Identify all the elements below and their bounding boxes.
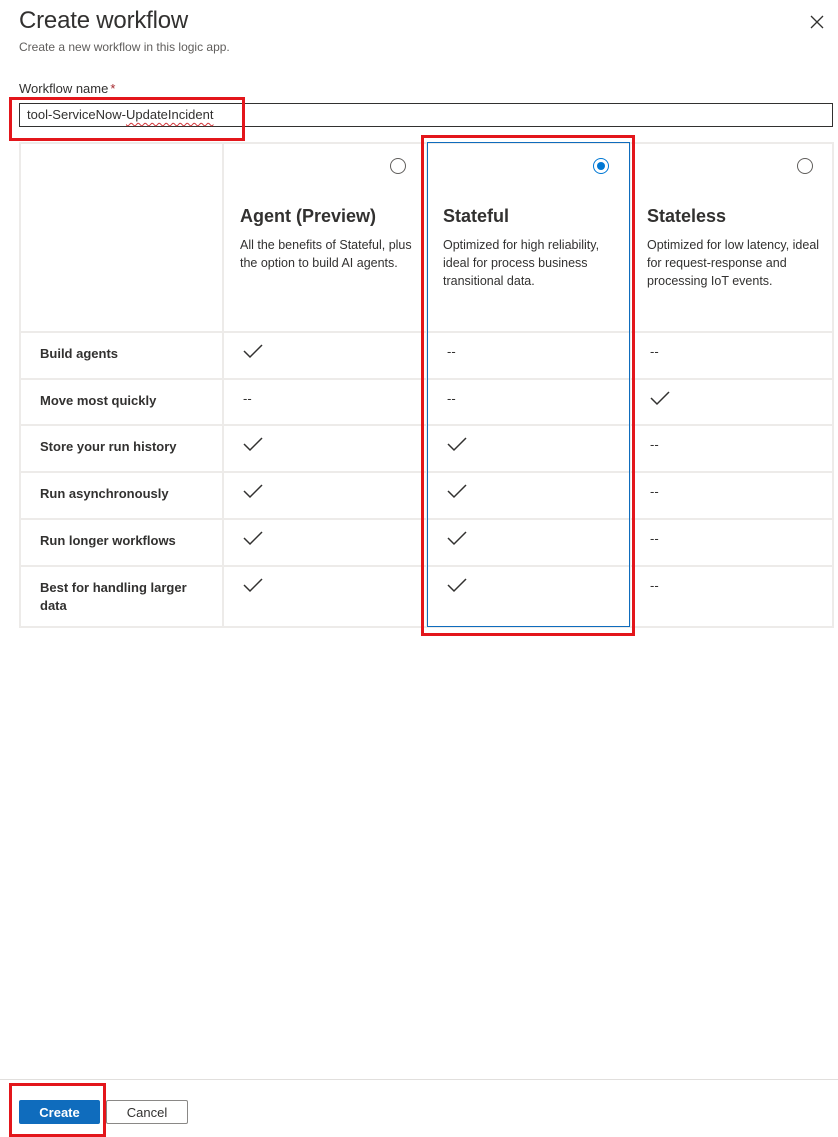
radio-agent[interactable] xyxy=(390,158,406,174)
checkmark-icon xyxy=(243,436,263,452)
checkmark-icon xyxy=(650,390,670,406)
feature-value-stateless: -- xyxy=(650,531,659,546)
grid-line xyxy=(19,142,21,628)
workflow-name-input[interactable] xyxy=(19,103,833,127)
option-stateless[interactable] xyxy=(630,142,833,331)
feature-value-stateful: -- xyxy=(447,391,456,406)
feature-value-stateless: -- xyxy=(650,437,659,452)
checkmark-icon xyxy=(243,530,263,546)
option-description-stateful: Optimized for high reliability, ideal for process business transitional data. xyxy=(443,238,600,288)
feature-label-run-history: Store your run history xyxy=(40,439,177,454)
option-description-agent: All the benefits of Stateful, plus the option to build AI agents. xyxy=(240,238,412,270)
radio-stateful[interactable] xyxy=(593,158,609,174)
option-agent[interactable] xyxy=(223,142,426,331)
checkmark-icon xyxy=(243,577,263,593)
workflow-name-label xyxy=(19,81,115,96)
cancel-button[interactable]: Cancel xyxy=(106,1100,188,1124)
feature-label-async: Run asynchronously xyxy=(40,486,169,501)
checkmark-icon xyxy=(243,343,263,359)
footer-divider xyxy=(0,1079,838,1080)
feature-value-stateful: -- xyxy=(447,344,456,359)
checkmark-icon xyxy=(447,436,467,452)
radio-stateless[interactable] xyxy=(797,158,813,174)
create-button[interactable]: Create xyxy=(19,1100,100,1124)
checkmark-icon xyxy=(447,483,467,499)
feature-value-stateless: -- xyxy=(650,484,659,499)
option-title-stateful: Stateful xyxy=(443,206,510,226)
checkmark-icon xyxy=(447,530,467,546)
checkmark-icon xyxy=(243,483,263,499)
option-title-stateless: Stateless xyxy=(647,206,727,226)
required-marker: * xyxy=(110,81,116,96)
feature-label-longer-workflows: Run longer workflows xyxy=(40,533,176,548)
feature-value-stateless: -- xyxy=(650,344,659,359)
workflow-name-label-text: Workflow name xyxy=(19,81,109,96)
feature-value-stateless: -- xyxy=(650,578,659,593)
feature-value-agent: -- xyxy=(243,391,252,406)
close-button[interactable] xyxy=(806,11,828,33)
dialog-subtitle: Create a new workflow in this logic app. xyxy=(19,40,230,54)
close-icon xyxy=(806,11,828,33)
feature-label-larger-data: Best for handling larger data xyxy=(40,580,187,613)
option-stateful[interactable] xyxy=(427,142,630,331)
checkmark-icon xyxy=(447,577,467,593)
dialog-title: Create workflow xyxy=(19,7,189,34)
option-description-stateless: Optimized for low latency, ideal for request-response and processing IoT events. xyxy=(647,238,820,288)
feature-label-move-quickly: Move most quickly xyxy=(40,393,157,408)
option-title-agent: Agent (Preview) xyxy=(240,206,377,226)
workflow-type-grid xyxy=(19,142,834,628)
feature-label-build-agents: Build agents xyxy=(40,346,119,361)
workflow-name-value-prefix: tool-ServiceNow- xyxy=(27,107,126,122)
workflow-name-value-misspelled: UpdateIncident xyxy=(125,107,214,122)
